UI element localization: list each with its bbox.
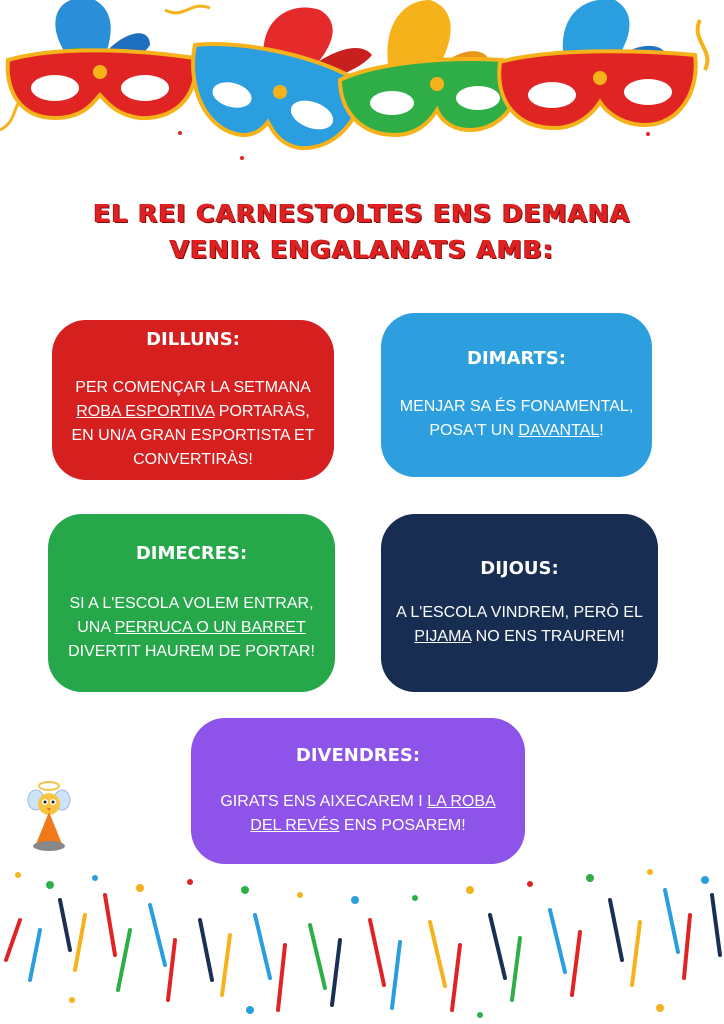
thursday-line-1: A L'ESCOLA VINDREM, PERÒ EL [396,603,643,621]
monday-line-4: CONVERTIRÀS! [133,450,253,468]
tuesday-line-2-end: ! [599,421,604,439]
friday-line-2: ENS POSAREM! [339,816,466,834]
friday-highlight-1: LA ROBA [427,792,496,810]
title-line-1: EL REI CARNESTOLTES ENS DEMANA [93,199,631,228]
monday-text [66,376,320,472]
card-thursday [381,514,658,692]
friday-highlight-2: DEL REVÉS [250,816,340,834]
tuesday-line-2: POSA'T UN [429,421,519,439]
wednesday-highlight: PERRUCA O UN BARRET [114,618,306,636]
mascot-character-icon [22,778,76,854]
wednesday-text [62,592,321,664]
card-wednesday [48,514,335,692]
wednesday-line-1: SI A L'ESCOLA VOLEM ENTRAR, [69,594,314,612]
monday-line-3: EN UN/A GRAN ESPORTISTA ET [71,426,315,444]
thursday-highlight: PIJAMA [414,627,472,645]
wednesday-line-2: UNA [77,618,115,636]
day-name-thursday: DIJOUS: [480,557,559,579]
title-line-2: VENIR ENGALANATS AMB: [169,235,555,264]
tuesday-line-1: MENJAR SA ÉS FONAMENTAL, [399,397,634,415]
thursday-line-2: NO ENS TRAUREM! [471,627,625,645]
monday-highlight: ROBA ESPORTIVA [76,402,215,420]
card-friday [191,718,525,864]
monday-line-1: PER COMENÇAR LA SETMANA [75,378,311,396]
tuesday-highlight: DAVANTAL [518,421,600,439]
carnival-masks-decoration [0,0,724,170]
tuesday-text [395,395,638,443]
friday-line-1: GIRATS ENS AIXECAREM I [220,792,428,810]
day-name-monday: DILLUNS: [146,328,240,350]
day-name-tuesday: DIMARTS: [467,347,566,369]
confetti-decoration [0,860,724,1024]
card-monday [52,320,334,480]
friday-text [205,790,511,838]
page-title [40,196,684,268]
day-name-friday: DIVENDRES: [295,744,421,766]
day-name-wednesday: DIMECRES: [135,542,248,564]
wednesday-line-3: DIVERTIT HAUREM DE PORTAR! [68,642,315,660]
monday-line-2: PORTARÀS, [214,402,310,420]
thursday-text [395,601,644,649]
card-tuesday [381,313,652,477]
